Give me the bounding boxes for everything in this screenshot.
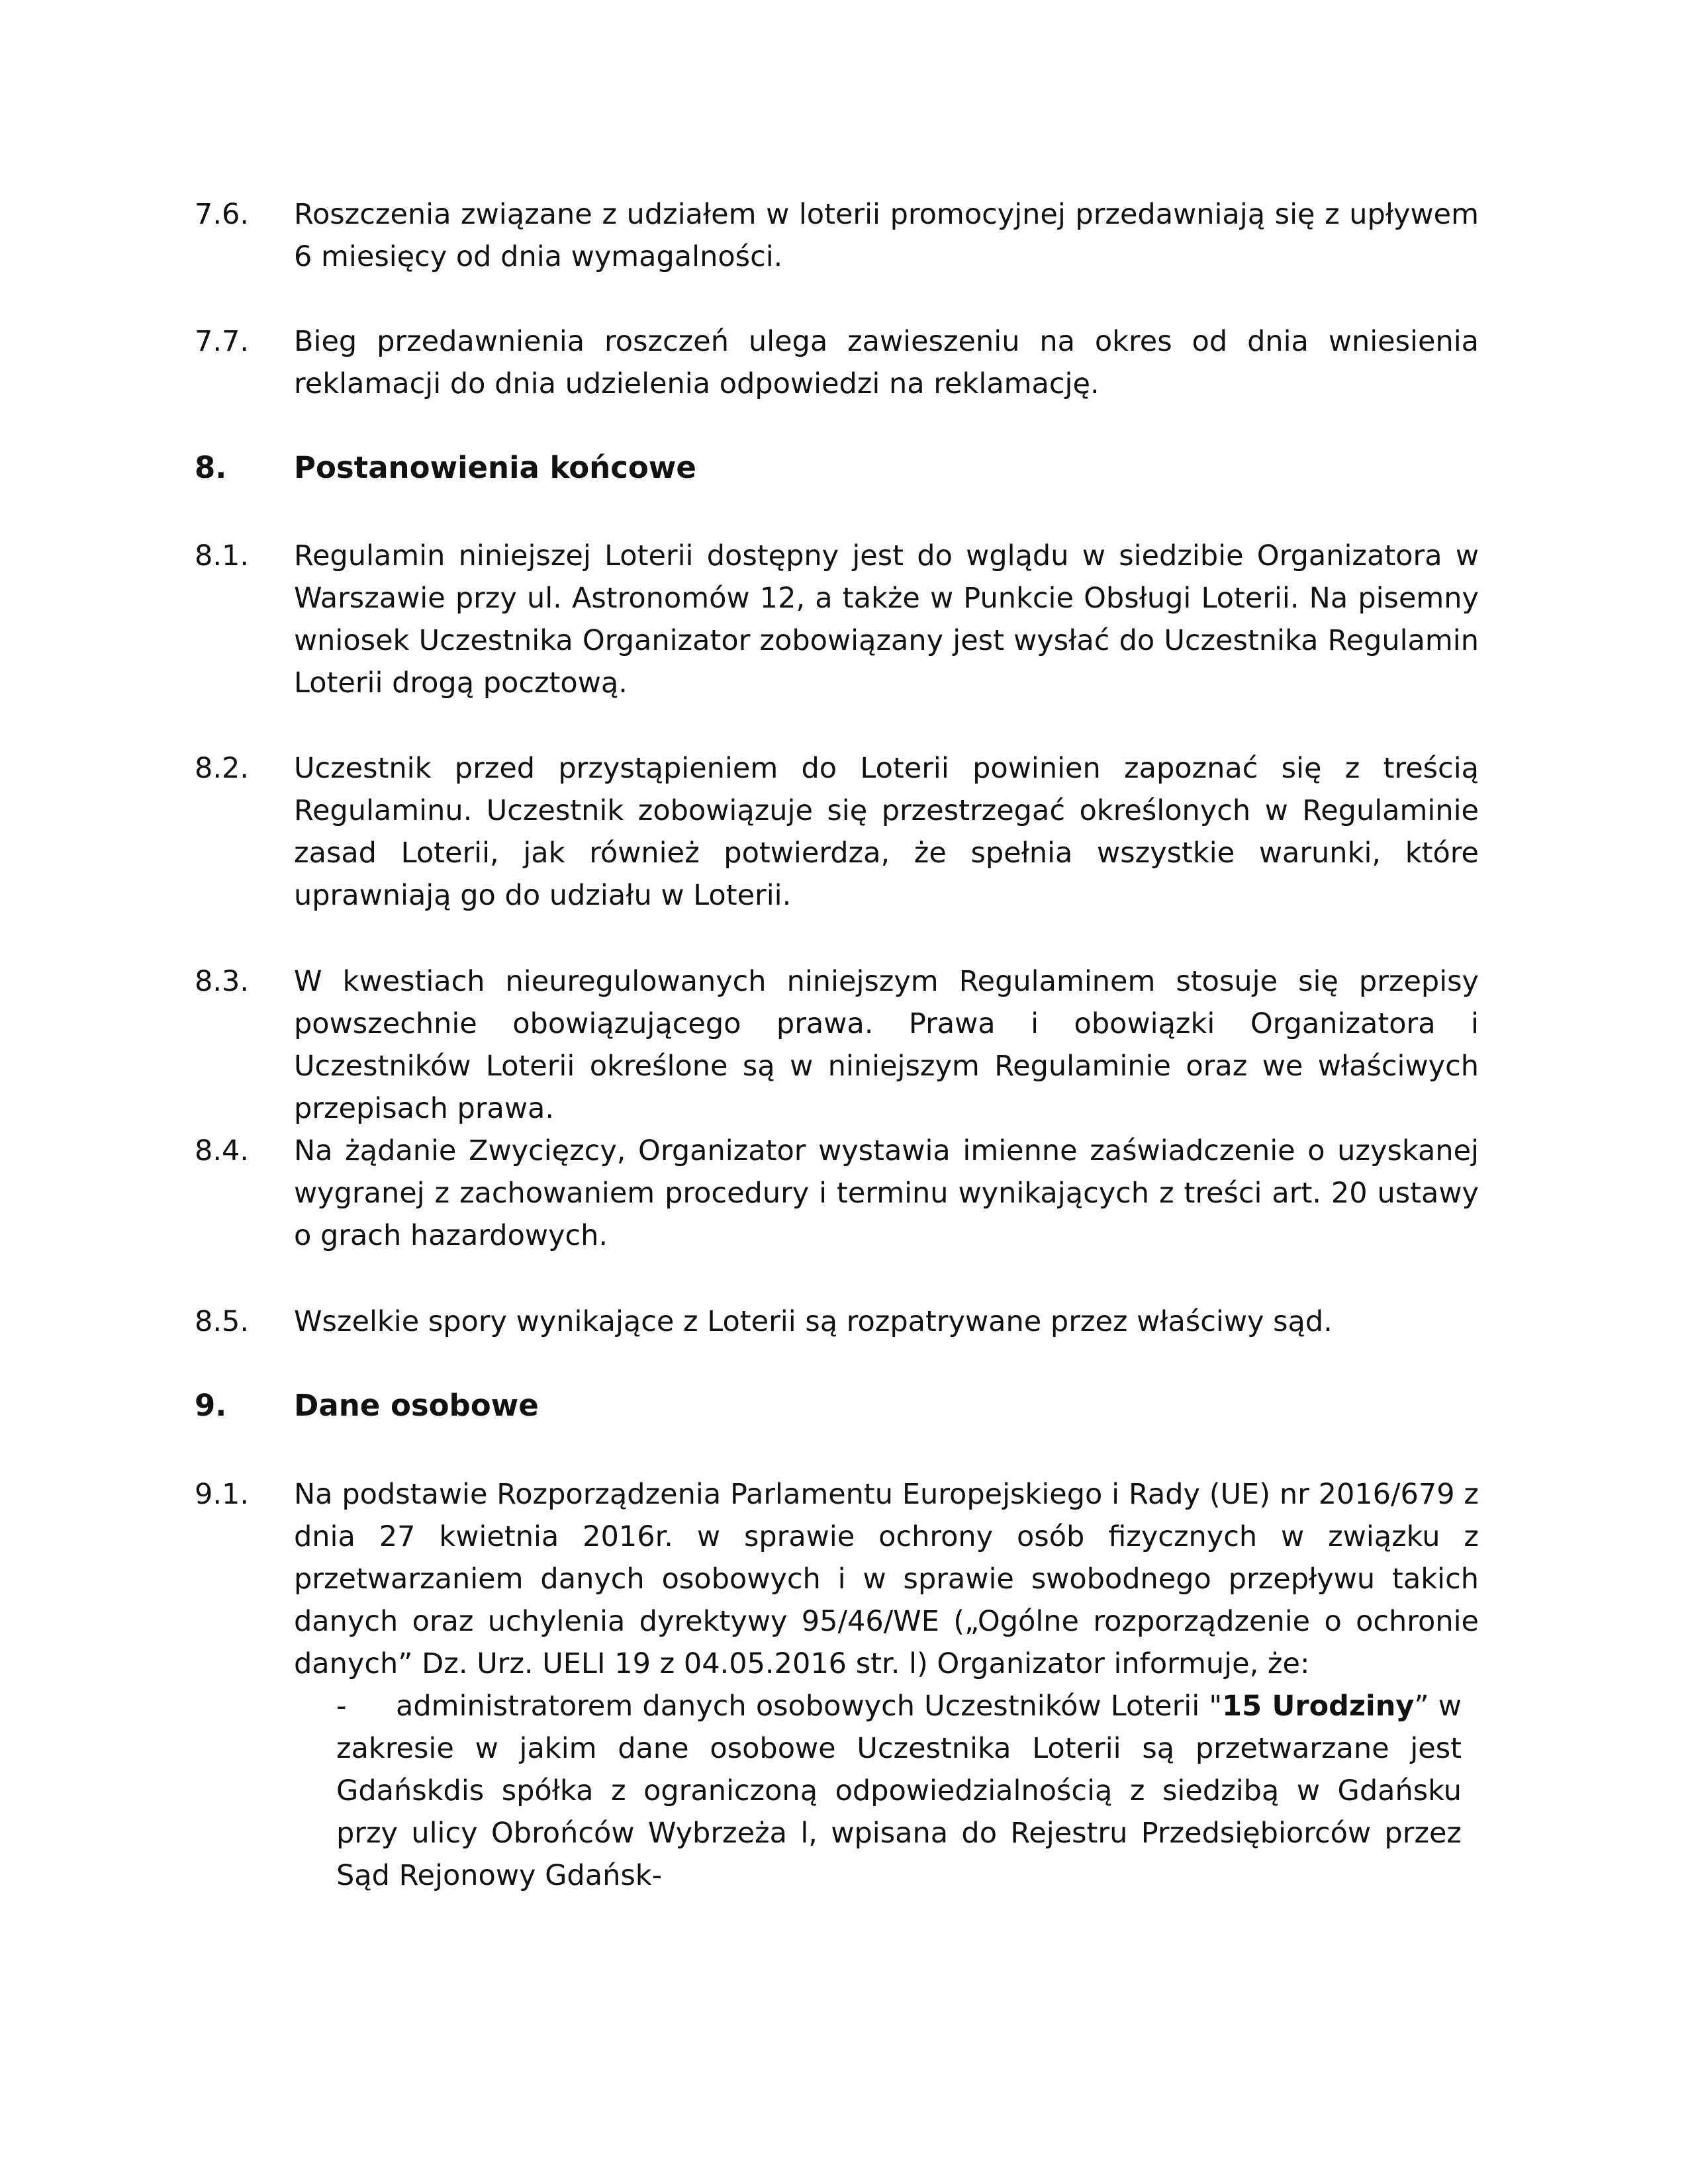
section-number: 9.: [195, 1388, 227, 1423]
section-number: 8.: [195, 450, 227, 485]
section-text: Na żądanie Zwycięzcy, Organizator wystawia imienne zaświadczenie o uzyskanej wygranej z zachowaniem procedury i terminu wynikających z treści art. 20 ustawy o grach hazardowych.: [294, 1134, 1479, 1252]
section-number: 8.3.: [195, 965, 250, 998]
section-text: Wszelkie spory wynikające z Loterii są rozpatrywane przez właściwy sąd.: [294, 1305, 1333, 1338]
section-number: 7.6.: [195, 198, 250, 231]
section-title: Dane osobowe: [294, 1388, 539, 1423]
section-text: Na podstawie Rozporządzenia Parlamentu Europejskiego i Rady (UE) nr 2016/679 z dnia 27 kwietnia 2016r. w sprawie ochrony osób fizycznych w związku z przetwarzaniem danych osobowych i w sprawie swobodnego przepływu takich danych oraz uchylenia dyrektywy 95/46/WE („Ogólne rozporządzenie o ochronie danych” Dz. Urz. UELI 19 z 04.05.2016 str. l) Organizator informuje, że:: [294, 1478, 1479, 1680]
bullet-text: [336, 1685, 1462, 1897]
section-text: W kwestiach nieuregulowanych niniejszym Regulaminem stosuje się przepisy powszechnie obowiązującego prawa. Prawa i obowiązki Organizatora i Uczestników Loterii określone są w niniejszym Regulaminie oraz we właściwych przepisach prawa.: [294, 965, 1479, 1125]
section-number: 8.4.: [195, 1134, 250, 1167]
section-text: Regulamin niniejszej Loterii dostępny jest do wglądu w siedzibie Organizatora w Warszawie przy ul. Astronomów 12, a także w Punkcie Obsługi Loterii. Na pisemny wniosek Uczestnika Organizator zobowiązany jest wysłać do Uczestnika Regulamin Loterii drogą pocztową.: [294, 539, 1479, 700]
bullet-text-before: administratorem danych osobowych Uczestników Loterii ": [396, 1690, 1223, 1723]
section-text: Roszczenia związane z udziałem w loterii promocyjnej przedawniają się z upływem 6 miesięcy od dnia wymagalności.: [294, 198, 1479, 273]
section-text: Bieg przedawnienia roszczeń ulega zawieszeniu na okres od dnia wniesienia reklamacji do dnia udzielenia odpowiedzi na reklamację.: [294, 325, 1479, 400]
section-text: Uczestnik przed przystąpieniem do Loterii powinien zapoznać się z treścią Regulaminu. Uczestnik zobowiązuje się przestrzegać określonych w Regulaminie zasad Loterii, jak również potwierdza, że spełnia wszystkie warunki, które uprawniają go do udziału w Loterii.: [294, 752, 1479, 912]
section-number: 8.5.: [195, 1305, 250, 1338]
section-title: Postanowienia końcowe: [294, 450, 696, 485]
bullet-item: [336, 1685, 1462, 1897]
section-number: 7.7.: [195, 325, 250, 358]
section-number: 9.1.: [195, 1478, 250, 1511]
lottery-name: 15 Urodziny: [1222, 1690, 1415, 1723]
bullet-text-after: ” w zakresie w jakim dane osobowe Uczestnika Loterii są przetwarzane jest Gdańskdis spółka z ograniczoną odpowiedzialnością z siedzibą w Gdańsku przy ulicy Obrońców Wybrzeża l, wpisana do Rejestru Przedsiębiorców przez Sąd Rejonowy Gdańsk-: [336, 1690, 1462, 1892]
bullet-dash: -: [336, 1690, 347, 1723]
section-number: 8.2.: [195, 752, 250, 785]
section-number: 8.1.: [195, 539, 250, 572]
